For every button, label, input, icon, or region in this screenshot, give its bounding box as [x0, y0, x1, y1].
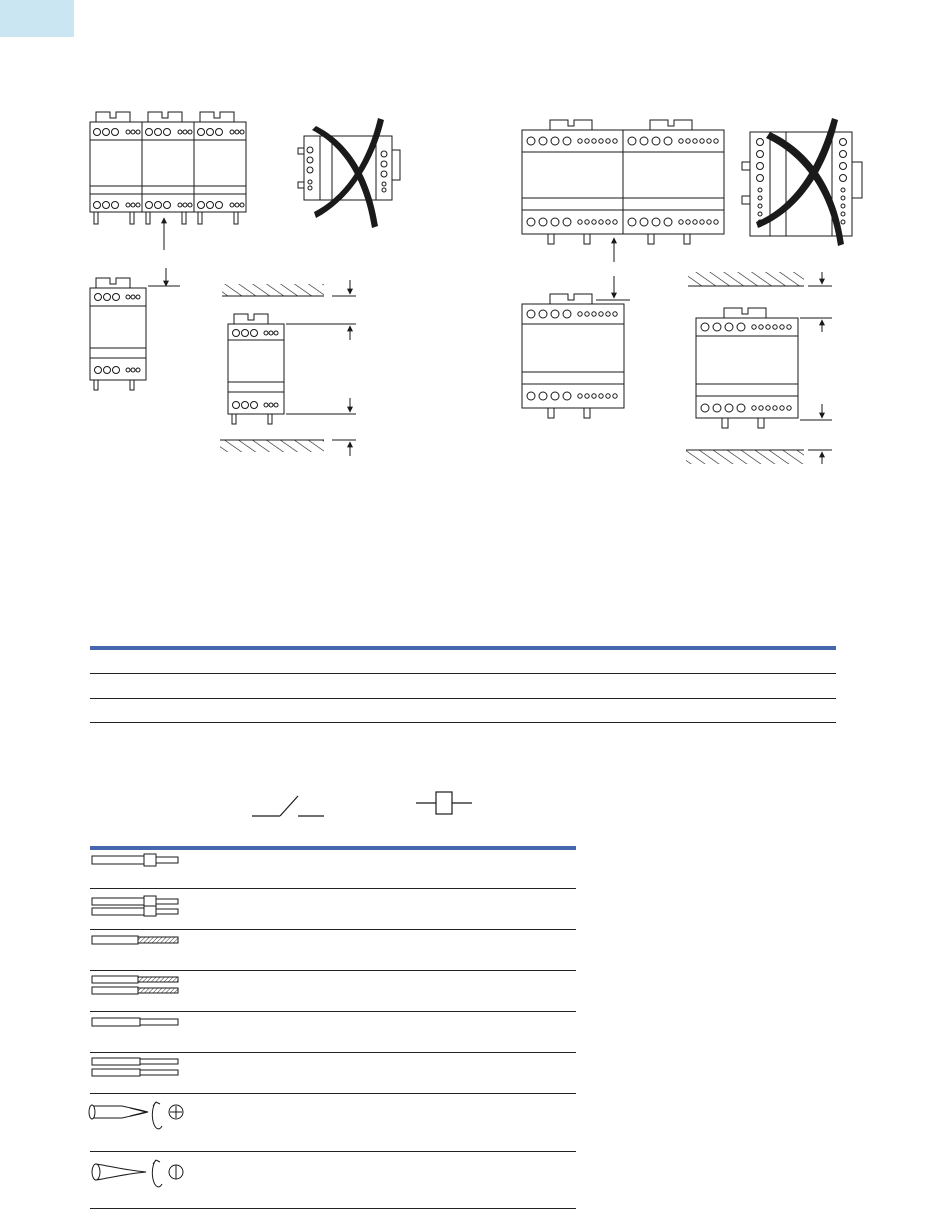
wiring-header-rule [90, 846, 576, 850]
table-header-rule [90, 646, 836, 650]
mounting-large-diagram [0, 0, 938, 480]
wiring-row-divider [90, 1011, 576, 1012]
wall-top-right [688, 272, 804, 286]
ferrule-double-icon [92, 896, 178, 916]
cross-icon [756, 118, 844, 246]
wide-module-between-walls [696, 308, 798, 428]
pozidriv-screwdriver-icon [89, 1102, 183, 1129]
stranded-single-icon [92, 936, 178, 944]
table-row-divider [90, 722, 836, 723]
single-wide-module [522, 294, 624, 418]
wiring-row-divider [90, 970, 576, 971]
wiring-row-divider [90, 1052, 576, 1053]
wiring-row-divider [90, 1151, 576, 1152]
wiring-row-divider [90, 888, 576, 889]
table-row-divider [90, 698, 836, 699]
stranded-double-icon [92, 976, 178, 994]
ferrule-single-icon [92, 854, 178, 866]
switch-contact-symbol [252, 796, 324, 816]
module-row-two-wide [522, 120, 724, 244]
relay-coil-symbol [416, 792, 472, 814]
wall-bottom-right [686, 450, 804, 464]
solid-double-icon [92, 1058, 178, 1076]
solid-single-icon [92, 1018, 178, 1026]
wiring-row-divider [90, 929, 576, 930]
flat-screwdriver-icon [92, 1160, 183, 1187]
table-row-divider [90, 673, 836, 674]
wiring-row-divider [90, 1093, 576, 1094]
